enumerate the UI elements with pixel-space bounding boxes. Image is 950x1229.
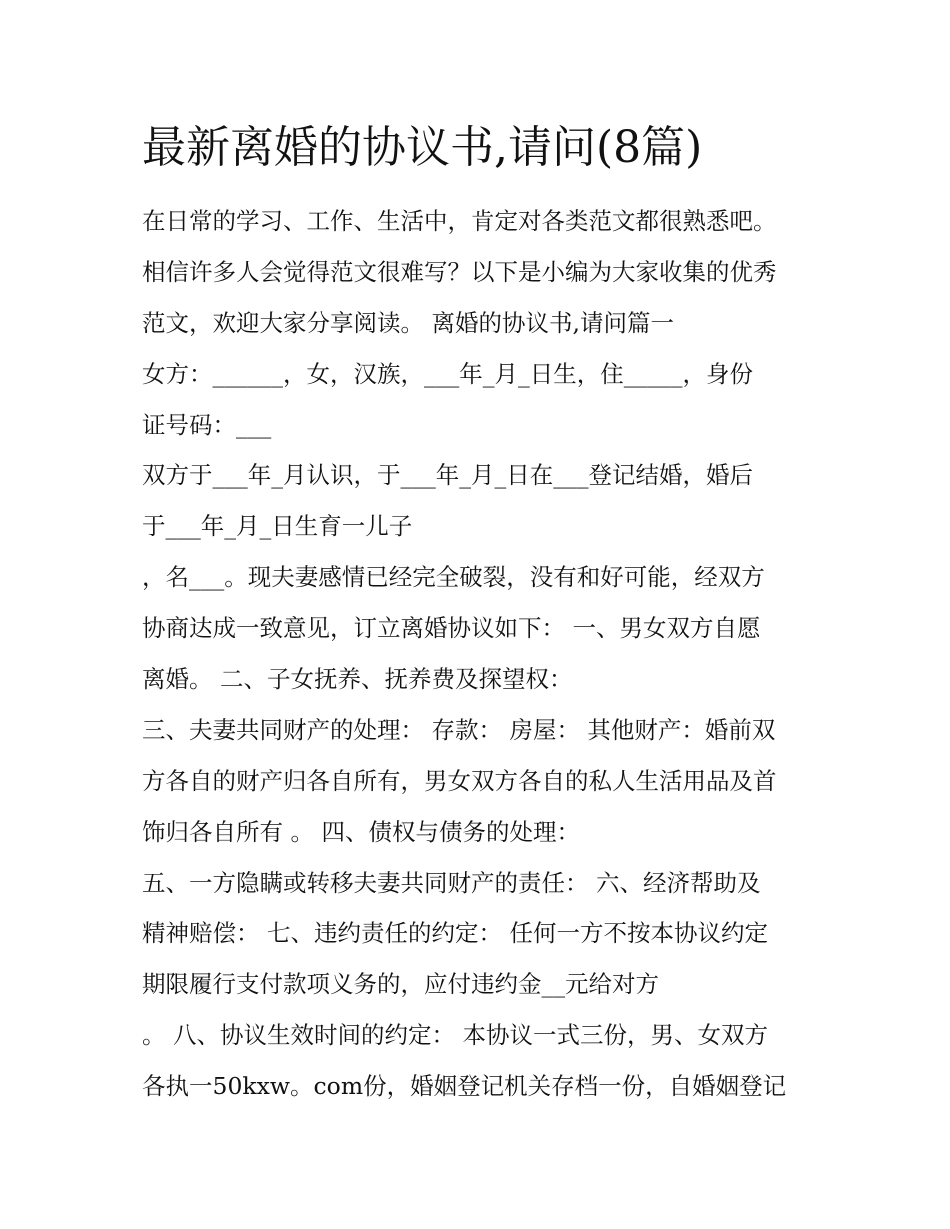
body-line: 女方：______，女，汉族，___年_月_日生，住_____，身份 (142, 359, 753, 388)
body-line: 精神赔偿： 七、违约责任的约定： 任何一方不按本协议约定 (142, 919, 768, 948)
body-line: ，名___。现夫妻感情已经完全破裂，没有和好可能，经双方 (142, 563, 765, 592)
body-line: 相信许多人会觉得范文很难写？以下是小编为大家收集的优秀 (142, 257, 777, 286)
body-line: 范文，欢迎大家分享阅读。 离婚的协议书,请问篇一 (142, 308, 674, 337)
body-line: 五、一方隐瞒或转移夫妻共同财产的责任： 六、经济帮助及 (142, 868, 761, 897)
body-line: 饰归各自所有 。 四、债权与债务的处理： (142, 817, 580, 846)
body-line: 期限履行支付款项义务的，应付违约金__元给对方 (142, 970, 659, 999)
body-line: 证号码：___ (142, 410, 272, 439)
body-line: 各执一50kxw。com份，婚姻登记机关存档一份，自婚姻登记 (142, 1072, 787, 1101)
body-line: 。 八、协议生效时间的约定： 本协议一式三份，男、女双方 (142, 1021, 768, 1050)
body-line: 于___年_月_日生育一儿子 (142, 512, 413, 541)
body-line: 双方于___年_月认识，于___年_月_日在___登记结婚，婚后 (142, 461, 753, 490)
body-line: 在日常的学习、工作、生活中，肯定对各类范文都很熟悉吧。 (142, 207, 777, 235)
document-title: 最新离婚的协议书,请问(8篇) (142, 122, 703, 173)
body-line: 方各自的财产归各自所有，男女双方各自的私人生活用品及首 (142, 766, 777, 795)
body-line: 离婚。 二、子女抚养、抚养费及探望权： (142, 665, 573, 694)
body-line: 协商达成一致意见，订立离婚协议如下： 一、男女双方自愿 (142, 614, 761, 643)
body-line: 三、夫妻共同财产的处理： 存款： 房屋： 其他财产：婚前双 (142, 715, 776, 744)
document-body (142, 196, 822, 1112)
